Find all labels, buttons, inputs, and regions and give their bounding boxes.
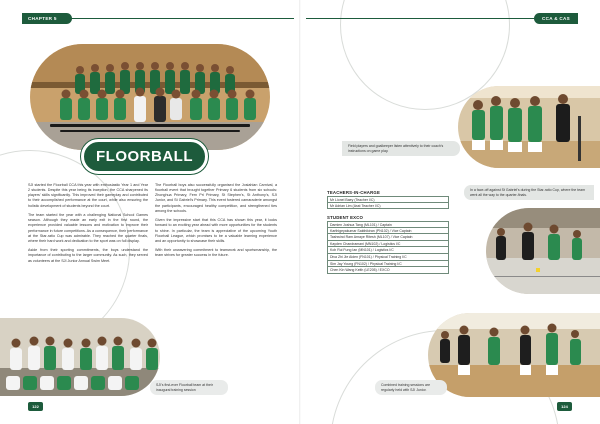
face-off-photo-image [486,208,600,294]
list-item: Mr Lionel Baey (Teacher I/C) [327,196,449,203]
body-column-right [155,183,277,263]
list-item: Sim Jay Young (FN102) / Physical Training I/C [327,261,449,268]
training-photo [0,318,160,396]
list-item: Diva Zhi Jie Aiden (FN101) / Physical Training I/C [327,254,449,261]
body-paragraph: With their unwavering commitment to teamwork and sportsmanship, the team strives for greater success in the future. [155,248,277,258]
article-title: FLOORBALL [81,139,208,174]
combined-training-photo [428,313,600,397]
list-item: Mr Adrian Lim (Asst Teacher I/C) [327,203,449,210]
teachers-heading: TEACHERS-IN-CHARGE [327,190,381,195]
chapter-tab: CHAPTER 5 [22,13,72,24]
training-photo-image [0,318,160,396]
body-column-left [28,183,148,268]
page-number-left: 122 [28,402,43,411]
list-item: Kayden Chandramani (MN102) / Logistics I/C [327,241,449,248]
coach-huddle-photo [458,86,600,168]
face-off-photo [486,208,600,294]
caption-coach-instructions: Field players and goalkeeper listen attentively to their coach's instructions on game play. [342,141,460,156]
teachers-list [327,196,449,209]
body-paragraph: Given the impressive start that this CCA has shown this year, it looks forward to an exciting year ahead with more opportunities for the students to shine. In particular, the team is appreciative of the upcoming Youth Floorball League, which promises to be a valuable learning experience and an opportunity to showcase their skills. [155,218,277,243]
body-paragraph: The team started the year with a challenging National School Games season. Although they made an early exit in the first round, the experience provided valuable lessons and motivation to improve their performance in future competitions. As a consequence, their performance at the Star-ratio Cup was admirable. They reached the quarter finals, where their hard work and dedication to the sport was on full display. [28,213,148,243]
team-photo [30,44,270,150]
team-photo-image [30,44,270,150]
list-item: Chen Kin Wang Keith (LE205) / EXCO [327,267,449,274]
combined-training-photo-image [428,313,600,397]
list-item: Karthigeyakumar Sakthikiran (PN102) / Vice Captain [327,228,449,235]
caption-combined-training: Combined training sessions are regularly held with SJI Junior. [375,380,447,395]
exco-heading: STUDENT EXCO [327,215,364,220]
page-number-right: 124 [557,402,572,411]
page-gutter [299,0,301,424]
header-rule-left [72,18,294,19]
body-paragraph: Aside from their sporting commitments, the boys understand the importance of contributing to the larger community. As such, they served as volunteers at the SJI Junior Annual Swim Meet. [28,248,148,263]
list-item: Damien Joshua Tang (ML101) / Captain [327,221,449,228]
list-item: Tashwind Ram Arnaye Ritesh (ML107) / Vice Captain [327,234,449,241]
coach-huddle-photo-image [458,86,600,168]
list-item: Koh Rui Fung Ian (MN101) / Logistics I/C [327,247,449,254]
caption-face-off: In a face-off against St Gabriel's during the Star-ratio Cup, where the team went all the way to the quarter-finals. [464,185,594,200]
caption-inaugural-training: SJI's first-ever Floorball team at their inaugural training session [150,380,228,395]
body-paragraph: The Floorball boys also successfully organised the Josiahian Carnival, a floorball event that brought together Primary 6 students from six schools: Zhonghua Primary, Fern Pri Primary, St Stephen's, St Anthony's, SJI Junior, and St Gabriel's Primary. This event fostered camaraderie amongst the participants, encouraged healthy competition, and strengthened ties among the schools. [155,183,277,213]
exco-list [327,221,449,274]
section-tab: CCA & CAS [534,13,578,24]
body-paragraph: SJI started the Floorball CCA this year with enthusiastic Year 1 and Year 2 students. Despite this year being its inception, the CCA sharpened its players' skills significantly. This improved their gameplay and contributed to their accomplished performance at the court, while also ensuring the holistic development of students beyond the court. [28,183,148,208]
header-rule-right [306,18,534,19]
